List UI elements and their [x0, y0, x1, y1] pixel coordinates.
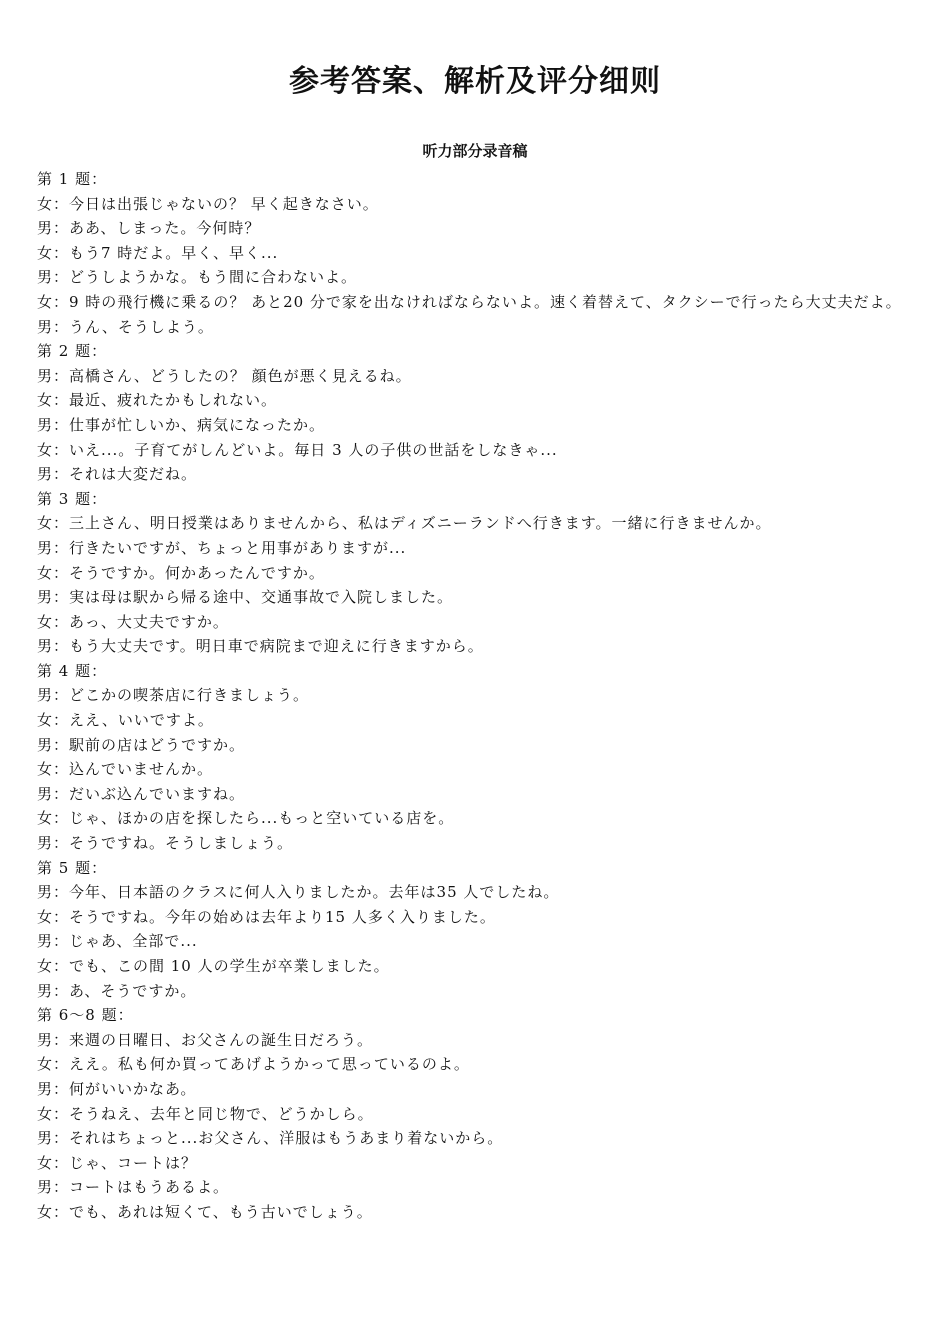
dialogue-line: 女：そうですか。何かあったんですか。 — [37, 563, 325, 582]
question-heading: 第 5 题： — [37, 858, 108, 877]
dialogue-line: 女：もう7 時だよ。早く、早く... — [37, 243, 279, 262]
dialogue-line: 女：そうですね。今年の始めは去年より15 人多く入りました。 — [37, 907, 496, 926]
dialogue-line: 女：じゃ、ほかの店を探したら...もっと空いている店を。 — [37, 809, 455, 828]
dialogue-line: 女：あっ、大丈夫ですか。 — [37, 612, 229, 631]
dialogue-line: 女：込んでいませんか。 — [37, 760, 214, 779]
dialogue-line: 女：でも、この間 10 人の学生が卒業しました。 — [37, 957, 390, 975]
dialogue-line: 男：そうですね。そうしましょう。 — [37, 834, 294, 853]
dialogue-line: 男：じゃあ、全部で... — [37, 932, 198, 951]
dialogue-line: 女：最近、疲れたかもしれない。 — [37, 391, 278, 410]
question-heading: 第 1 题： — [37, 170, 108, 188]
question-heading: 第 6～8 题： — [37, 1006, 134, 1025]
dialogue-line: 男：高橋さん、どうしたの？ 顔色が悪く見えるね。 — [37, 366, 412, 385]
dialogue-line: 男：実は母は駅から帰る途中、交通事故で入院しました。 — [37, 588, 454, 607]
dialogue-line: 女：ええ、いいですよ。 — [37, 711, 214, 730]
dialogue-line: 男：それは大変だね。 — [37, 465, 198, 484]
dialogue-line: 男：どこかの喫茶店に行きましょう。 — [37, 686, 310, 705]
dialogue-line: 女：でも、あれは短くて、もう古いでしょう。 — [37, 1202, 373, 1221]
dialogue-line: 男：どうしようかな。もう間に合わないよ。 — [37, 268, 358, 287]
dialogue-line: 男：あ、そうですか。 — [37, 981, 197, 1000]
dialogue-line: 男：ああ、しまった。今何時？ — [37, 219, 261, 238]
question-heading: 第 3 题： — [37, 489, 108, 508]
dialogue-line: 男：今年、日本語のクラスに何人入りましたか。去年は35 人でしたね。 — [37, 883, 560, 902]
question-heading: 第 2 题： — [37, 342, 108, 361]
dialogue-line: 男：コートはもうあるよ。 — [37, 1178, 230, 1197]
dialogue-line: 女：じゃ、コートは？ — [37, 1153, 198, 1172]
dialogue-line: 男：来週の日曜日、お父さんの誕生日だろう。 — [37, 1030, 374, 1049]
dialogue-line: 女：いえ...。子育てがしんどいよ。毎日 3 人の子供の世話をしなきゃ... — [37, 440, 558, 459]
dialogue-line: 女：9 時の飛行機に乗るの？ あと20 分で家を出なければならないよ。速く着替えて、タクシーで行ったら大丈夫だよ。 — [37, 292, 902, 311]
dialogue-line: 男：だいぶ込んでいますね。 — [37, 784, 246, 803]
dialogue-line: 女：三上さん、明日授業はありませんから、私はディズニーランドへ行きます。一緒に行きませんか。 — [37, 514, 772, 533]
dialogue-line: 男：仕事が忙しいか、病気になったか。 — [37, 415, 326, 434]
dialogue-line: 男：もう大丈夫です。明日車で病院まで迎えに行きますから。 — [37, 637, 484, 656]
transcript-body — [37, 167, 917, 1225]
dialogue-line: 女：ええ。私も何か買ってあげようかって思っているのよ。 — [37, 1055, 470, 1074]
dialogue-line: 男：駅前の店はどうですか。 — [37, 735, 246, 754]
question-heading: 第 4 题： — [37, 661, 108, 680]
dialogue-line: 男：うん、そうしよう。 — [37, 317, 214, 336]
dialogue-line: 男：行きたいですが、ちょっと用事がありますが... — [37, 538, 407, 557]
dialogue-line: 男：それはちょっと...お父さん、洋服はもうあまり着ないから。 — [37, 1129, 504, 1148]
section-title: 听力部分录音稿 — [422, 142, 528, 160]
dialogue-line: 女：今日は出張じゃないの？ 早く起きなさい。 — [37, 194, 379, 213]
dialogue-line: 男：何がいいかなあ。 — [37, 1079, 197, 1098]
document-title: 参考答案、解析及评分细则 — [289, 64, 661, 99]
dialogue-line: 女：そうねえ、去年と同じ物で、どうかしら。 — [37, 1104, 374, 1123]
